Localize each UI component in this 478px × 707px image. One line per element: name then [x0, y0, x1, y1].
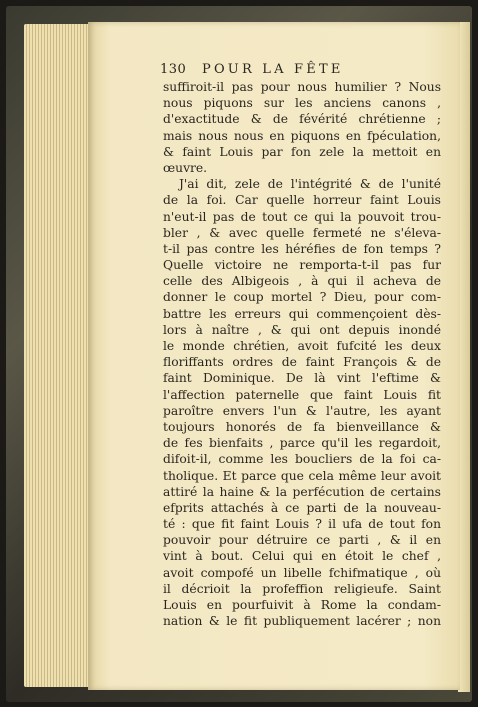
page-edges — [24, 24, 90, 687]
text-line: Quelle victoire ne remporta-t-il pas fur — [163, 258, 441, 273]
text-line: il décrioit la profeffion religieufe. Saint — [163, 581, 441, 596]
text-line: floriffants ordres de faint François & de — [163, 355, 441, 370]
text-line: té : que fit faint Louis ? il ufa de tout fon — [163, 517, 441, 532]
text-line: celle des Albigeois , à qui il acheva de — [163, 274, 441, 289]
text-line: mais nous nous en piquons en fpéculation, — [163, 128, 441, 143]
text-line: le monde chrétien, avoit fufcité les deux — [163, 339, 441, 353]
text-line: bler , & avec quelle fermeté ne s'éleva- — [163, 225, 441, 240]
page-number: 130 — [160, 62, 187, 77]
text-line: vint à bout. Celui qui en étoit le chef , — [163, 549, 441, 564]
text-line: J'ai dit, zele de l'intégrité & de l'unité — [179, 177, 441, 192]
text-line: l'affection paternelle que faint Louis fit — [163, 387, 441, 402]
text-line: battre les erreurs qui commençoient dès- — [163, 306, 441, 321]
text-line: nous piquons sur les anciens canons , — [163, 96, 441, 111]
text-line: n'eut-il pas de tout ce qui la pouvoit trou- — [163, 209, 441, 224]
body-text — [163, 79, 441, 629]
text-line: efprits attachés à ce parti de la nouveau- — [163, 500, 441, 515]
text-line: pouvoir pour détruire ce parti , & il en — [163, 533, 441, 548]
text-line: tholique. Et parce que cela même leur avoit — [163, 468, 441, 483]
text-line: avoit compofé un libelle fchifmatique , où — [163, 565, 441, 580]
running-head-title: POUR LA FÊTE — [202, 62, 344, 77]
text-line: paroître envers l'un & l'autre, les ayant — [163, 403, 441, 418]
text-line: donner le coup mortel ? Dieu, pour com- — [163, 290, 441, 305]
text-line: toujours honorés de fa bienveillance & — [163, 419, 441, 434]
text-line: de fes bienfaits , parce qu'il les regardoit, — [163, 436, 441, 451]
text-line: lors à naître , & qui ont depuis inondé — [163, 322, 441, 337]
text-line: de la foi. Car quelle horreur faint Louis — [163, 193, 441, 208]
text-line: t-il pas contre les héréfies de fon temps ? — [163, 241, 441, 256]
text-line: & faint Louis par fon zele la mettoit en — [163, 144, 441, 159]
text-line: faint Dominique. De là vint l'eftime & — [163, 371, 441, 386]
text-line: œuvre. — [163, 160, 208, 175]
text-line: Louis en pourfuivit à Rome la condam- — [163, 598, 441, 612]
text-line: nation & le fit publiquement lacérer ; non — [163, 614, 441, 629]
text-line: d'exactitude & de févérité chrétienne ; — [163, 112, 441, 127]
text-line: difoit-il, comme les boucliers de la foi ca- — [163, 452, 441, 467]
text-line: suffiroit-il pas pour nous humilier ? Nous — [163, 80, 441, 94]
text-line: attiré la haine & la perfécution de certains — [163, 484, 441, 499]
